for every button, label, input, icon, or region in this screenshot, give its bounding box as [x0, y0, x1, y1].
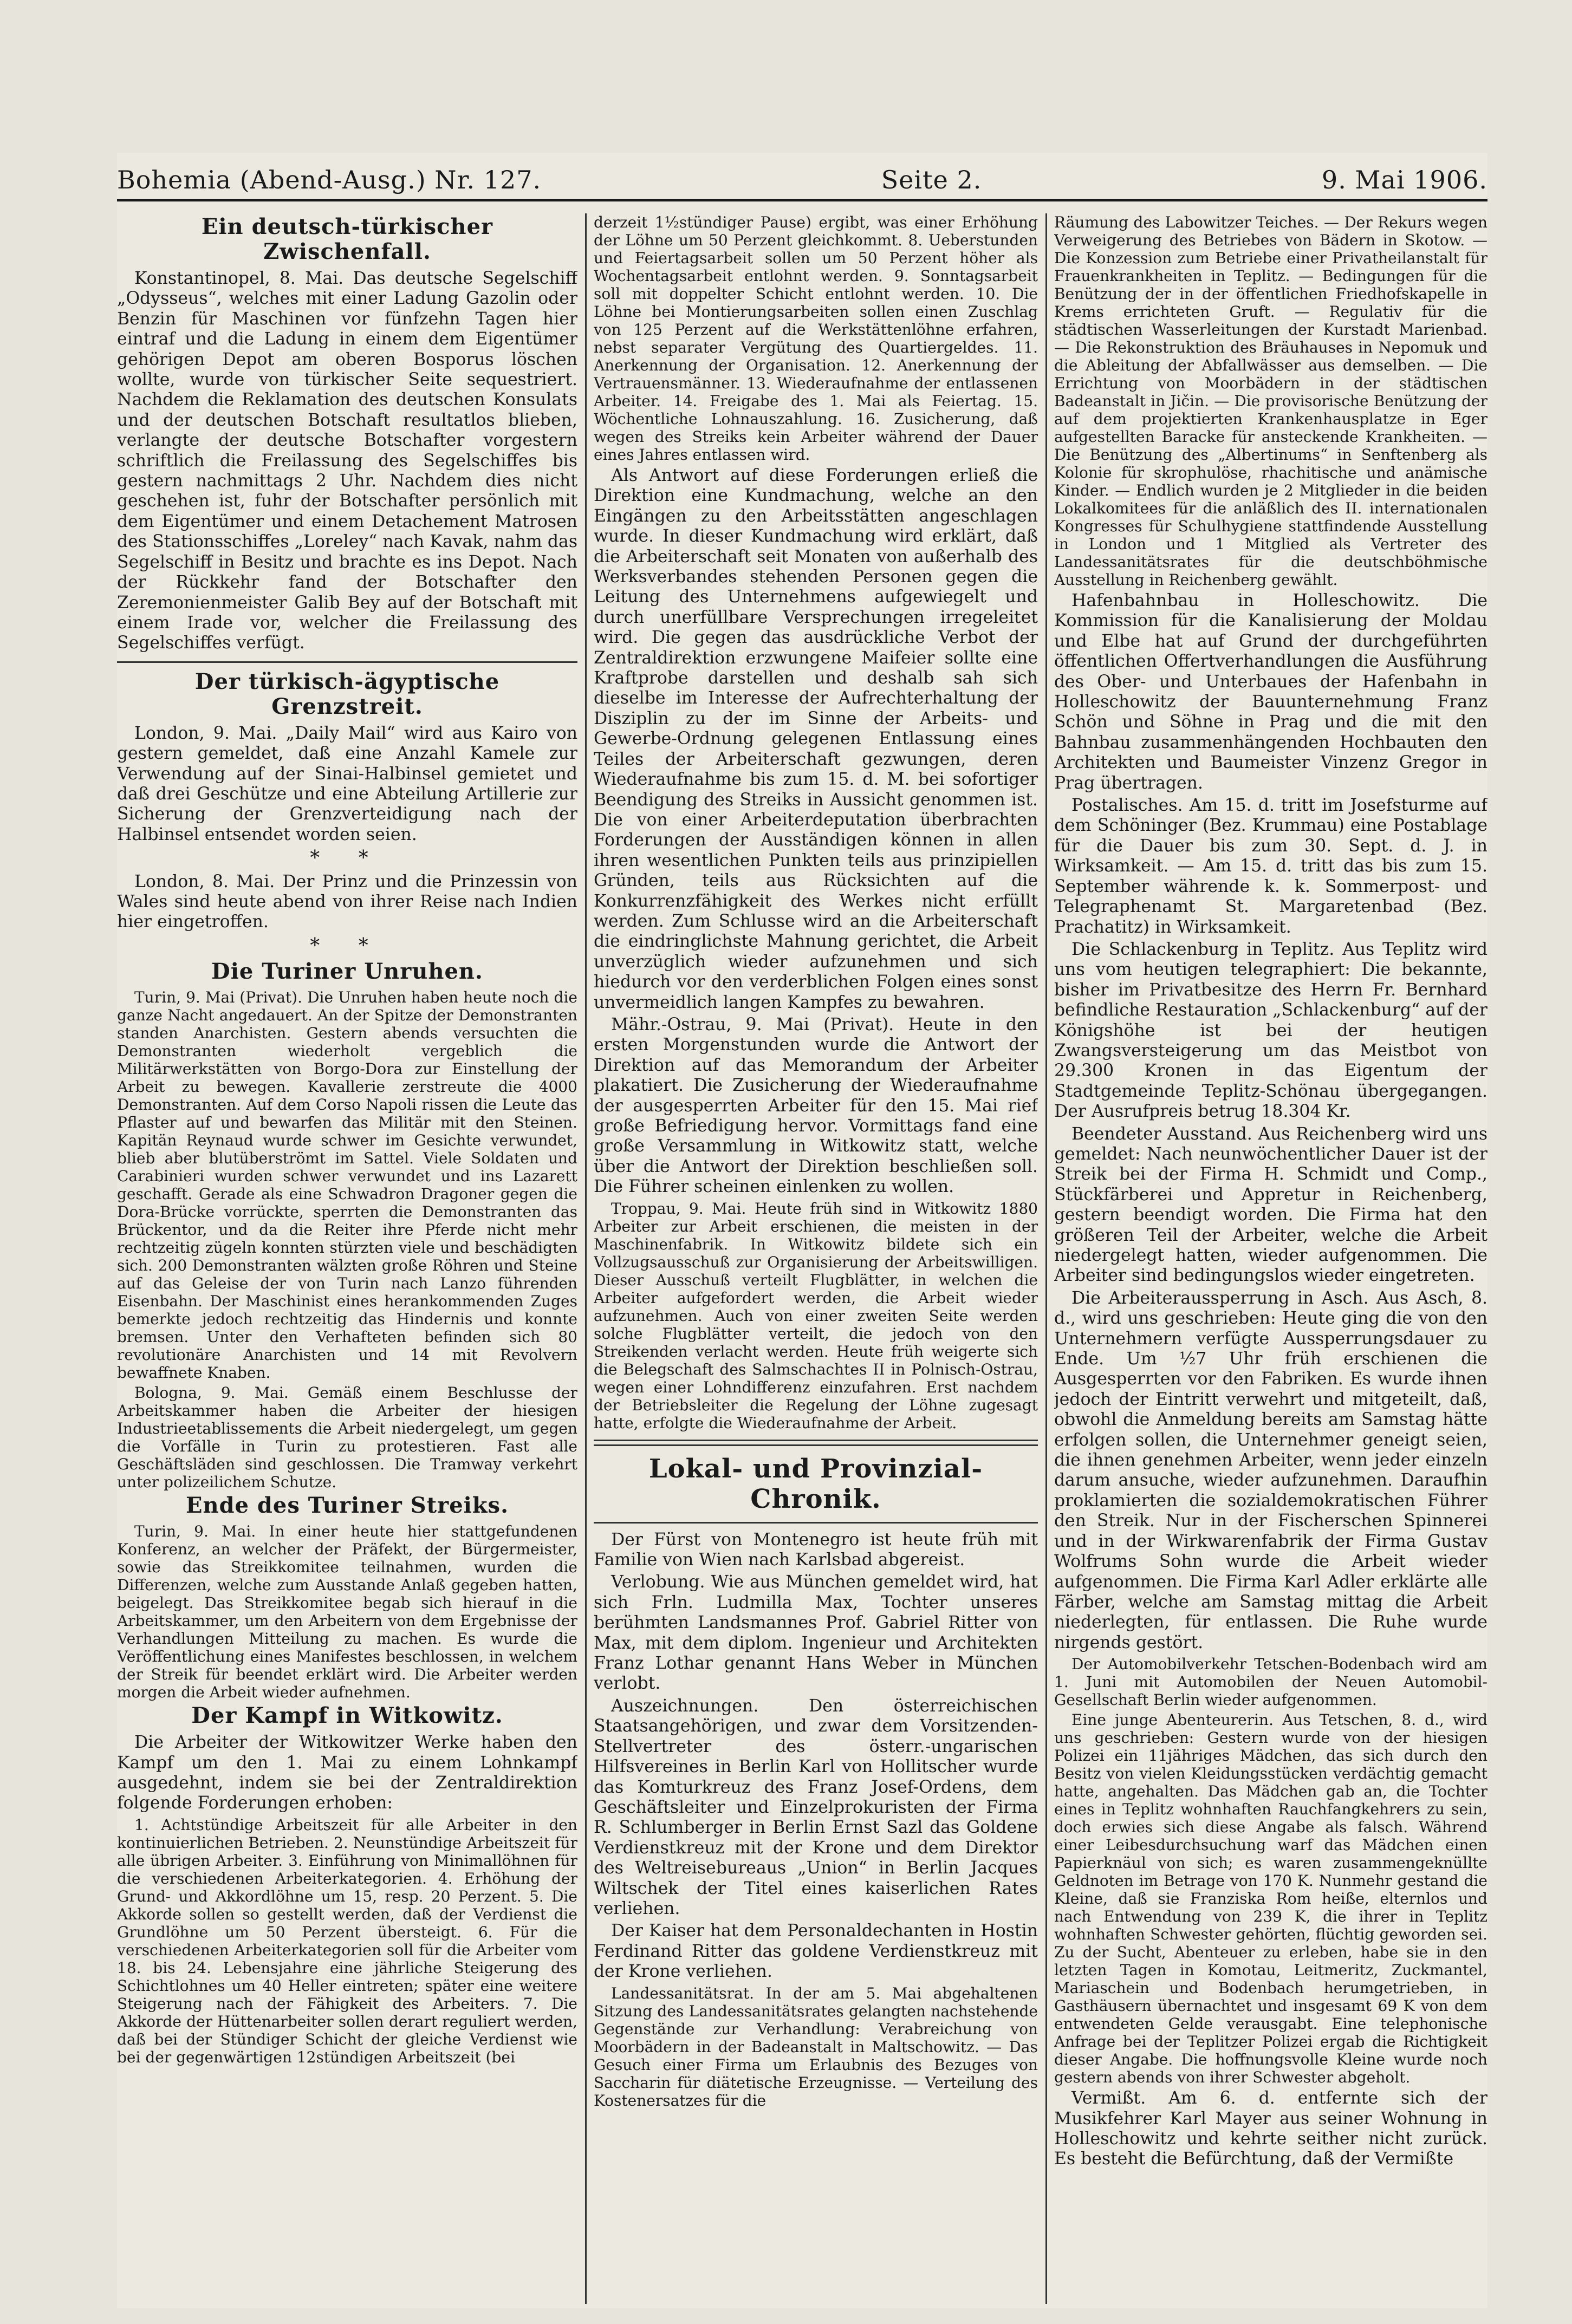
divider — [594, 1522, 1038, 1524]
article-paragraph: Die Schlackenburg in Teplitz. Aus Teplitz wird uns vom heutigen telegraphiert: Die bekannte, bisher im Privatbesitze des Herrn Fr. Bernhard befindliche Restauration „Schlackenburg“ auf der Königshöhe ist bei der heutigen Zwangsversteigerung um das Meistbot von 29.300 Kronen in das Eigentum der Stadtgemeinde Teplitz-Schönau übergegangen. Der Ausrufpreis betrug 18.304 Kr. — [1054, 939, 1487, 1122]
column-2 — [594, 213, 1038, 2304]
article-paragraph: Landessanitätsrat. In der am 5. Mai abgehaltenen Sitzung des Landessanitätsrates gelangten nachstehende Gegenstände zur Verhandlung: Verabreichung von Moorbädern in der Badeanstalt in Maltschowitz. — Das Gesuch einer Firma um Erlaubnis des Bezuges von Saccharin für diätetische Erzeugnisse. — Verteilung des Kostenersatzes für die — [594, 1984, 1038, 2110]
column-3 — [1054, 213, 1487, 2304]
article-paragraph: derzeit 1½stündiger Pause) ergibt, was einer Erhöhung der Löhne um 50 Perzent gleichkommt. 8. Ueberstunden und Feiertagsarbeit sollen um 50 Perzent höher als Wochentagsarbeit entlohnt werden. 9. Sonntagsarbeit soll mit doppelter Schicht entlohnt werden. 10. Die Löhne bei Montierungsarbeiten sollen einen Zuschlag von 125 Perzent auf die Werkstättenlöhne erfahren, nebst separater Vergütung des Quartiergeldes. 11. Anerkennung der Organisation. 12. Anerkennung der Vertrauensmänner. 13. Wiederaufnahme der entlassenen Arbeiter. 14. Freigabe des 1. Mai als Feiertag. 15. Wöchentliche Lohnauszahlung. 16. Zusicherung, daß wegen des Streiks kein Arbeiter während der Dauer eines Jahres entlassen wird. — [594, 213, 1038, 464]
article-paragraph: Verlobung. Wie aus München gemeldet wird, hat sich Frln. Ludmilla Max, Tochter unseres berühmten Landsmannes Prof. Gabriel Ritter von Max, mit dem diplom. Ingenieur und Architekten Franz Lothar genannt Hans Weber in München verlobt. — [594, 1572, 1038, 1694]
article-paragraph: Bologna, 9. Mai. Gemäß einem Beschlusse der Arbeitskammer haben die Arbeiter der hiesigen Industrieetablissements die Arbeit niedergelegt, um gegen die Vorfälle in Turin zu protestieren. Fast alle Geschäftsläden sind geschlossen. Die Tramway verkehrt unter polizeilichem Schutze. — [117, 1384, 577, 1492]
article-paragraph: Der Automobilverkehr Tetschen-Bodenbach wird am 1. Juni mit Automobilen der Neuen Automobil-Gesellschaft Berlin wieder aufgenommen. — [1054, 1655, 1487, 1709]
column-rule — [1045, 213, 1047, 2304]
article-heading: Ein deutsch-türkischer Zwischenfall. — [201, 214, 493, 264]
article-paragraph: London, 8. Mai. Der Prinz und die Prinzessin von Wales sind heute abend von ihrer Reise nach Indien hier eingetroffen. — [117, 871, 577, 932]
article-paragraph: Troppau, 9. Mai. Heute früh sind in Witkowitz 1880 Arbeiter zur Arbeit erschienen, die meisten in der Maschinenfabrik. In Witkowitz bildete sich ein Vollzugsausschuß zur Organisierung der Arbeitswilligen. Dieser Ausschuß verteilt Flugblätter, in welchen die Arbeiter aufgefordert werden, die Arbeit wieder aufzunehmen. Auch von einer zweiten Seite werden solche Flugblätter verteilt, die jedoch von den Streikenden verlacht werden. Heute früh weigerte sich die Belegschaft des Salmschachtes II in Polnisch-Ostrau, wegen einer Lohndifferenz einzufahren. Erst nachdem der Betriebsleiter die Regelung der Löhne zugesagt hatte, erfolgte die Wiederaufnahme der Arbeit. — [594, 1199, 1038, 1432]
newspaper-page — [117, 153, 1487, 2308]
article-heading: Ende des Turiner Streiks. — [186, 1493, 509, 1519]
section-stars: * * — [310, 847, 385, 870]
header-masthead: Bohemia (Abend-Ausg.) Nr. 127. — [117, 165, 542, 194]
divider — [594, 1440, 1038, 1446]
article-paragraph: Auszeichnungen. Den österreichischen Staatsangehörigen, und zwar dem Vorsitzenden-Stellvertreter des österr.-ungarischen Hilfsvereines in Berlin Karl von Hollitscher wurde das Komturkreuz des Franz Josef-Ordens, dem Geschäftsleiter und Einzelprokuristen der Firma R. Schlumberger in Berlin Ernst Sazl das Goldene Verdienstkreuz mit der Krone und dem Direktor des Weltreisebureaus „Union“ in Berlin Jacques Wiltschek der Titel eines kaiserlichen Rates verliehen. — [594, 1696, 1038, 1918]
header-page-number: Seite 2. — [881, 165, 982, 194]
article-paragraph: Hafenbahnbau in Holleschowitz. Die Kommission für die Kanalisierung der Moldau und Elbe hat auf Grund der durchgeführten öffentlichen Offertverhandlungen die Ausführung des Ober- und Unterbaues der Hafenbahn in Holleschowitz der Bauunternehmung Franz Schön und Söhne in Prag und die mit den Bahnbau zusammenhängenden Hochbauten den Architekten und Baumeister Vinzenz Gregor in Prag übertragen. — [1054, 591, 1487, 793]
article-heading: Die Turiner Unruhen. — [211, 959, 483, 985]
section-heading: Lokal- und Provinzial-Chronik. — [648, 1453, 983, 1514]
article-heading: Der türkisch-ägyptische Grenzstreit. — [194, 668, 500, 719]
article-paragraph: Vermißt. Am 6. d. entfernte sich der Musikfehrer Karl Mayer aus seiner Wohnung in Holleschowitz und kehrte seither nicht zurück. Es besteht die Befürchtung, daß der Vermißte — [1054, 2088, 1487, 2169]
section-stars: * * — [310, 934, 385, 957]
header-date: 9. Mai 1906. — [1321, 165, 1487, 194]
article-paragraph: London, 9. Mai. „Daily Mail“ wird aus Kairo von gestern gemeldet, daß eine Anzahl Kamele zur Verwendung auf der Sinai-Halbinsel gemietet und daß drei Geschütze und eine Abteilung Artillerie zur Sicherung der Grenzverteidigung nach der Halbinsel entsendet worden seien. — [117, 723, 577, 844]
article-paragraph: Turin, 9. Mai. In einer heute hier stattgefundenen Konferenz, an welcher der Präfekt, der Bürgermeister, sowie das Streikkomitee teilnahmen, wurden die Differenzen, welche zum Ausstande Anlaß gegeben hatten, beigelegt. Das Streikkomitee begab sich hierauf in die Arbeitskammer, um den Arbeitern von dem Ergebnisse der Verhandlungen Mitteilung zu machen. Es wurde die Veröffentlichung eines Manifestes beschlossen, in welchem der Streik für beendet erklärt wird. Die Arbeiter werden morgen die Arbeit wieder aufnehmen. — [117, 1522, 577, 1702]
article-paragraph: Beendeter Ausstand. Aus Reichenberg wird uns gemeldet: Nach neunwöchentlicher Dauer ist der Streik bei der Firma H. Schmidt und Comp., Stückfärberei und Appretur in Reichenberg, gestern beendigt worden. Die Firma hat den größeren Teil der Arbeiter, welche die Arbeit niedergelegt hatten, wieder aufgenommen. Die Arbeiter sind bedingungslos wieder eingetreten. — [1054, 1124, 1487, 1286]
article-paragraph: Als Antwort auf diese Forderungen erließ die Direktion eine Kundmachung, welche an den Eingängen zu den Arbeitsstätten angeschlagen wurde. In dieser Kundmachung wird erklärt, daß die Arbeiterschaft seit Monaten von außerhalb des Werksverbandes stehenden Personen gegen die Leitung des Unternehmens aufgewiegelt und durch unerfüllbare Versprechungen irregeleitet wird. Die gegen das ausdrückliche Verbot der Zentraldirektion erzwungene Maifeier sollte eine Kraftprobe darstellen und deshalb sah sich dieselbe im Interesse der Aufrechterhaltung der Disziplin zu der im Sinne der Arbeits- und Gewerbe-Ordnung gelegenen Entlassung eines Teiles der Arbeiterschaft gezwungen, deren Wiederaufnahme bis zum 15. d. M. bei sofortiger Beendigung des Streiks in Aussicht genommen ist. Die von einer Arbeiterdeputation überbrachten Forderungen der Ausständigen können in allen ihren wesentlichen Punkten teils aus prinzipiellen Gründen, teils aus Rücksichten auf die Konkurrenzfähigkeit des Werkes nicht erfüllt werden. Zum Schlusse wird an die Arbeiterschaft die eindringlichste Mahnung gerichtet, die Arbeit unverzüglich wieder aufzunehmen und sich hiedurch vor den verderblichen Folgen eines sonst unvermeidlich langen Kampfes zu bewahren. — [594, 466, 1038, 1012]
article-paragraph: Die Arbeiter der Witkowitzer Werke haben den Kampf um den 1. Mai zu einem Lohnkampf ausgedehnt, indem sie bei der Zentraldirektion folgende Forderungen erhoben: — [117, 1733, 577, 1813]
columns — [117, 213, 1487, 2304]
article-paragraph: Konstantinopel, 8. Mai. Das deutsche Segelschiff „Odysseus“, welches mit einer Ladung Gazolin oder Benzin für Maschinen vor fünfzehn Tagen hier eintraf und die Ladung in einem dem Eigentümer gehörigen Depot am oberen Bosporus löschen wollte, wurde von türkischer Seite sequestriert. Nachdem die Reklamation des deutschen Konsulats und der deutschen Botschaft resultatlos blieben, verlangte der deutsche Botschafter vorgestern schriftlich die Freilassung des Segelschiffes bis gestern nachmittags 2 Uhr. Nachdem dies nicht geschehen ist, fuhr der Botschafter persönlich mit dem Eigentümer und einem Detachement Matrosen des Stationsschiffes „Loreley“ nach Kavak, nahm das Segelschiff in Besitz und brachte es ins Depot. Nach der Rückkehr fand der Botschafter den Zeremonienmeister Galib Bey auf der Botschaft mit einem Irade vor, welcher die Freilassung des Segelschiffes verfügt. — [117, 269, 577, 653]
article-paragraph: Mähr.-Ostrau, 9. Mai (Privat). Heute in den ersten Morgenstunden wurde die Antwort der Direktion auf das Memorandum der Arbeiter plakatiert. Die Zusicherung der Wiederaufnahme der ausgesperrten Arbeiter für den 15. Mai rief große Befriedigung hervor. Vormittags fand eine große Versammlung in Witkowitz statt, welche über die Antwort der Direktion beschließen soll. Die Führer scheinen einlenken zu wollen. — [594, 1014, 1038, 1197]
article-paragraph: Der Fürst von Montenegro ist heute früh mit Familie von Wien nach Karlsbad abgereist. — [594, 1529, 1038, 1570]
article-paragraph: Postalisches. Am 15. d. tritt im Josefsturme auf dem Schöninger (Bez. Krummau) eine Postablage für die Dauer bis zum 30. Sept. d. J. in Wirksamkeit. — Am 15. d. tritt das bis zum 15. September währende k. k. Sommerpost- und Telegraphenamt St. Margaretenbad (Bez. Prachatitz) in Wirksamkeit. — [1054, 796, 1487, 937]
page-header — [117, 153, 1487, 201]
article-paragraph: Der Kaiser hat dem Personaldechanten in Hostin Ferdinand Ritter das goldene Verdienstkreuz mit der Krone verliehen. — [594, 1921, 1038, 1982]
article-paragraph: Räumung des Labowitzer Teiches. — Der Rekurs wegen Verweigerung des Betriebes von Bädern in Skotow. — Die Konzession zum Betriebe einer Privatheilanstalt für Frauenkrankheiten in Teplitz. — Bedingungen für die Benützung der in der öffentlichen Friedhofskapelle in Krems errichteten Gruft. — Regulativ für die städtischen Wasserleitungen der Kurstadt Marienbad. — Die Rekonstruktion des Bräuhauses in Nepomuk und die Ableitung der Abfallwässer aus demselben. — Die Errichtung von Moorbädern in der städtischen Badeanstalt in Jičin. — Die provisorische Benützung der auf dem projektierten Krankenhausplatze in Eger aufgestellten Baracke für ansteckende Krankheiten. — Die Benützung des „Albertinums“ in Senftenberg als Kolonie für skrophulöse, rhachitische und anämische Kinder. — Endlich wurden je 2 Mitglieder in die beiden Lokalkomitees für die anläßlich des II. internationalen Kongresses für Schulhygiene stattfindende Ausstellung in London und 1 Mitglied als Vertreter des Landessanitätsrates für die deutschböhmische Ausstellung in Reichenberg gewählt. — [1054, 213, 1487, 589]
divider — [117, 661, 577, 663]
column-1 — [117, 213, 577, 2304]
article-paragraph: Eine junge Abenteurerin. Aus Tetschen, 8. d., wird uns geschrieben: Gestern wurde von der hiesigen Polizei ein 11jähriges Mädchen, das sich durch den Besitz von vielen Kleidungsstücken verdächtig gemacht hatte, angehalten. Das Mädchen gab an, die Tochter eines in Teplitz wohnhaften Rauchfangkehrers zu sein, doch erwies sich diese Angabe als falsch. Während einer Leibesdurchsuchung warf das Mädchen einen Papierknäul von sich; es waren zusammengeknüllte Geldnoten im Betrage von 170 K. Nunmehr gestand die Kleine, daß sie Franziska Rom heiße, elternlos und nach Entwendung von 239 K, die ihrer in Teplitz wohnhaften Schwester gehörten, flüchtig geworden sei. Zu der Sucht, Abenteuer zu erleben, habe sie in den letzten Tagen in Komotau, Leitmeritz, Zuckmantel, Mariaschein und Bodenbach herumgetrieben, in Gasthäusern übernachtet und insgesamt 69 K von dem entwendeten Gelde verausgabt. Eine telephonische Anfrage bei der Teplitzer Polizei ergab die Richtigkeit dieser Angabe. Die hoffnungsvolle Kleine wurde noch gestern abends von ihrer Schwester abgeholt. — [1054, 1711, 1487, 2087]
article-paragraph: Turin, 9. Mai (Privat). Die Unruhen haben heute noch die ganze Nacht angedauert. An der Spitze der Demonstranten standen Anarchisten. Gestern abends versuchten die Demonstranten wiederholt vergeblich die Militärwerkstätten von Borgo-Dora zur Einstellung der Arbeit zu bewegen. Kavallerie zerstreute die 4000 Demonstranten. Auf dem Corso Napoli rissen die Leute das Pflaster auf und bewarfen das Militär mit den Steinen. Kapitän Reynaud wurde schwer im Gesichte verwundet, blieb aber blutüberströmt im Sattel. Viele Soldaten und Carabinieri wurden schwer verwundet und ins Lazarett geschafft. Gerade als eine Schwadron Dragoner gegen die Dora-Brücke vorrückte, sperrten die Demonstranten das Brückentor, und da die Reiter ihre Pferde nicht mehr rechtzeitig zügeln konnten stürzten viele und beschädigten sich. 200 Demonstranten wälzten große Röhren und Steine auf das Geleise der von Turin nach Lanzo führenden Eisenbahn. Der Maschinist eines herankommenden Zuges bemerkte jedoch rechtzeitig das Hindernis und konnte bremsen. Unter den Verhafteten befinden sich 80 revolutionäre Anarchisten und 14 mit Revolvern bewaffnete Knaben. — [117, 988, 577, 1382]
column-rule — [585, 213, 587, 2304]
article-paragraph: 1. Achtstündige Arbeitszeit für alle Arbeiter in den kontinuierlichen Betrieben. 2. Neunstündige Arbeitszeit für alle übrigen Arbeiter. 3. Einführung von Minimallöhnen für die verschiedenen Arbeiterkategorien. 4. Erhöhung der Grund- und Akkordlöhne um 15, resp. 20 Perzent. 5. Die Akkorde sollen so gestellt werden, daß der Verdienst die Grundlöhne um 50 Perzent übersteigt. 6. Für die verschiedenen Arbeiterkategorien soll für die Arbeiter vom 18. bis 24. Lebensjahre eine jährliche Steigerung des Schichtlohnes um 40 Heller eintreten; später eine weitere Steigerung nach der Fähigkeit des Arbeiters. 7. Die Akkorde der Hüttenarbeiter sollen derart reguliert werden, daß bei der Stündiger Schicht der gleiche Verdienst wie bei der gegenwärtigen 12stündigen Arbeitszeit (bei — [117, 1815, 577, 2066]
article-paragraph: Die Arbeiteraussperrung in Asch. Aus Asch, 8. d., wird uns geschrieben: Heute ging die von den Unternehmern verfügte Aussperrungsdauer zu Ende. Um ½7 Uhr früh erschienen die Ausgesperrten vor den Fabriken. Es wurde ihnen jedoch der Eintritt verwehrt und mitgeteilt, daß, obwohl die Anmeldung bereits am Samstag hätte erfolgen sollen, die Unternehmer geneigt seien, die ihnen genehmen Arbeiter, wenn jeder einzeln darum ansuche, wieder aufzunehmen. Daraufhin proklamierten die sozialdemokratischen Führer den Streik. Nur in der Fischerschen Spinnerei und in der Wirkwarenfabrik der Firma Gustav Wolfrums Sohn wurde die Arbeit wieder aufgenommen. Die Firma Karl Adler erklärte alle Färber, welche am Samstag mittag die Arbeit niederlegten, für entlassen. Die Ruhe wurde nirgends gestört. — [1054, 1288, 1487, 1652]
article-heading: Der Kampf in Witkowitz. — [191, 1703, 503, 1729]
